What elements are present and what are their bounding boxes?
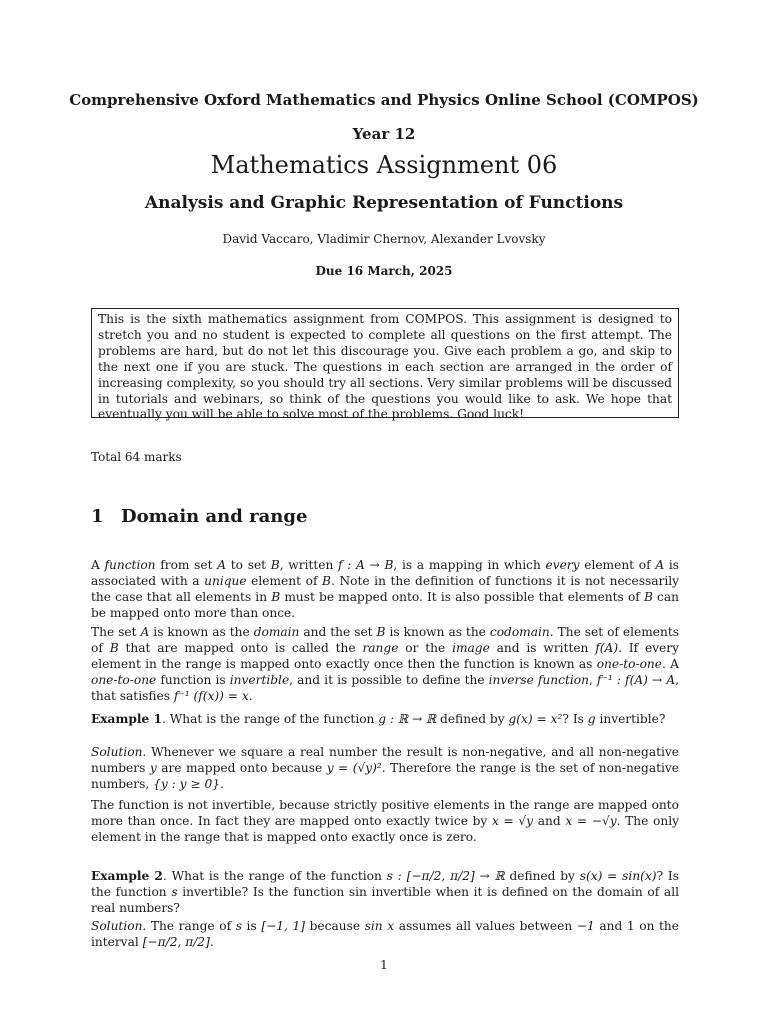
school-name: Comprehensive Oxford Mathematics and Physics Online School (COMPOS) bbox=[69, 91, 699, 109]
example-1: Example 1. What is the range of the function g : ℝ → ℝ defined by g(x) = x²? Is g invertible? bbox=[91, 712, 666, 726]
paragraph-domain-codomain: The set A is known as the domain and the set B is known as the codomain. The set of elements of B that are mapped onto is called the range or the image and is written f(A). If every element in the range is mapped onto exactly once then the function is known as one-to-one. A one-to-one function is invertible, and it is possible to define the inverse function, f⁻¹ : f(A) → A, that satisfies f⁻¹ (f(x)) = x. bbox=[91, 625, 680, 703]
notice-box: This is the sixth mathematics assignment from COMPOS. This assignment is designed to stretch you and no student is expected to complete all questions on the first attempt. The problems are hard, but do not let this discourage you. Give each problem a go, and skip to the next one if you are stuck. The questions in each section are arranged in the order of increasing complexity, so you should try all sections. Very similar problems will be discussed in tutorials and webinars, so think of the questions you would like to ask. We hope that eventually you will be able to solve most of the problems. Good luck! bbox=[91, 308, 679, 418]
page-number: 1 bbox=[380, 958, 388, 972]
section-heading bbox=[91, 506, 307, 527]
solution-1: Solution. Whenever we square a real number the result is non-negative, and all non-negative numbers y are mapped onto because y = (√y)². Therefore the range is the set of non-negative numbers, {y : y ≥ 0}. bbox=[91, 745, 679, 791]
paragraph-function-definition: A function from set A to set B, written f : A → B, is a mapping in which every element of A is associated with a unique element of B. Note in the definition of functions it is not necessarily the case that all elements in B must be mapped onto. It is also possible that elements of B can be mapped onto more than once. bbox=[91, 558, 679, 620]
section-number: 1 bbox=[91, 506, 104, 527]
year-level: Year 12 bbox=[352, 125, 416, 143]
section-title: Domain and range bbox=[121, 506, 308, 527]
solution-2: Solution. The range of s is [−1, 1] because sin x assumes all values between −1 and 1 on the interval [−π/2, π/2]. bbox=[91, 919, 679, 949]
example-2: Example 2. What is the range of the function s : [−π/2, π/2] → ℝ defined by s(x) = sin(x)? Is the function s invertible? Is the function sin invertible when it is defined on the domain of all real numbers? bbox=[91, 869, 679, 915]
page-subtitle: Analysis and Graphic Representation of Functions bbox=[144, 193, 624, 213]
authors: David Vaccaro, Vladimir Chernov, Alexander Lvovsky bbox=[222, 232, 546, 246]
page-title: Mathematics Assignment 06 bbox=[210, 151, 558, 179]
due-date: Due 16 March, 2025 bbox=[315, 264, 453, 278]
paragraph-not-invertible: The function is not invertible, because strictly positive elements in the range are mapped onto more than once. In fact they are mapped onto exactly twice by x = √y and x = −√y. The only element in the range that is mapped onto exactly once is zero. bbox=[91, 798, 679, 844]
total-marks: Total 64 marks bbox=[91, 450, 182, 464]
